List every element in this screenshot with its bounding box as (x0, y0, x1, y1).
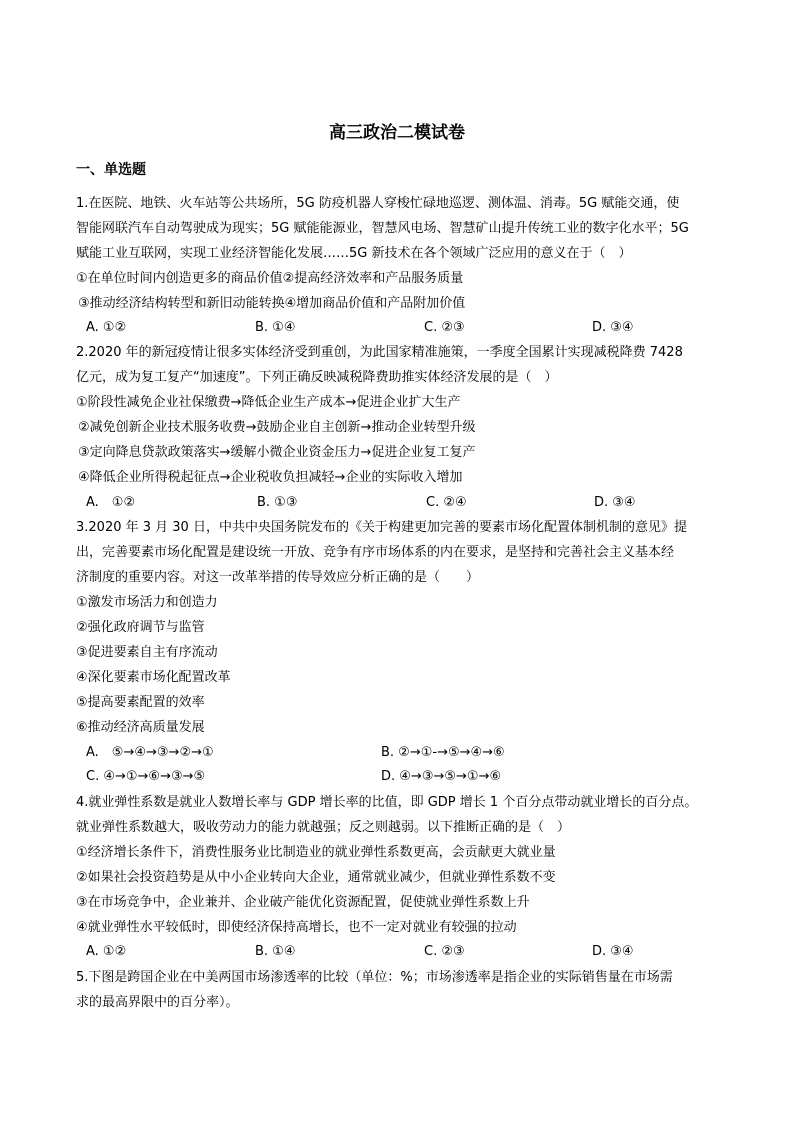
q4-statement: ①经济增长条件下，消费性服务业比制造业的就业弹性系数更高，会贡献更大就业量 (76, 845, 556, 860)
q2-option-d[interactable]: D. ③④ (594, 495, 636, 510)
q3-statement: ④深化要素市场化配置改革 (76, 670, 231, 685)
q2-statement: ④降低企业所得税起征点→企业税收负担减轻→企业的实际收入增加 (78, 470, 463, 485)
section-heading: 一、单选题 (76, 162, 146, 178)
q2-statement: ③定向降息贷款政策落实→缓解小微企业资金压力→促进企业复工复产 (78, 445, 476, 460)
q4-option-d[interactable]: D. ③④ (592, 944, 634, 959)
q4-stem-line: 4.就业弹性系数是就业人数增长率与 GDP 增长率的比值，即 GDP 增长 1 个百分点带动就业增长的百分点。 (76, 795, 698, 810)
q3-option-a[interactable]: A. ⑤→④→③→②→① (86, 745, 214, 760)
q4-option-a[interactable]: A. ①② (86, 944, 127, 959)
q1-statement: ①在单位时间内创造更多的商品价值②提高经济效率和产品服务质量 (76, 271, 464, 286)
q4-option-b[interactable]: B. ①④ (255, 944, 296, 959)
q3-statement: ②强化政府调节与监管 (76, 620, 205, 635)
q2-option-b[interactable]: B. ①③ (257, 495, 298, 510)
q1-option-b[interactable]: B. ①④ (255, 320, 296, 335)
q1-stem-line: 赋能工业互联网，实现工业经济智能化发展……5G 新技术在各个领域广泛应用的意义在于（ ） (76, 246, 632, 261)
page-title: 高三政治二模试卷 (329, 123, 465, 143)
q3-option-c[interactable]: C. ④→①→⑥→③→⑤ (86, 769, 206, 784)
q3-stem-line: 济制度的重要内容。对这一改革举措的传导效应分析正确的是（ ） (76, 570, 480, 585)
q4-option-c[interactable]: C. ②③ (424, 944, 465, 959)
q2-option-a[interactable]: A. ①② (86, 495, 136, 510)
q3-statement: ⑤提高要素配置的效率 (76, 695, 205, 710)
q2-stem-line: 亿元，成为复工复产“加速度”。下列正确反映减税降费助推实体经济发展的是（ ） (76, 370, 558, 385)
q1-option-d[interactable]: D. ③④ (592, 320, 634, 335)
q4-statement: ④就业弹性水平较低时，即使经济保持高增长，也不一定对就业有较强的拉动 (76, 920, 517, 935)
q3-stem-line: 3.2020 年 3 月 30 日，中共中央国务院发布的《关于构建更加完善的要素市场化配置体制机制的意见》提 (76, 520, 687, 535)
q2-statement: ②减免创新企业技术服务收费→鼓励企业自主创新→推动企业转型升级 (78, 420, 476, 435)
q2-statement: ①阶段性减免企业社保缴费→降低企业生产成本→促进企业扩大生产 (76, 395, 461, 410)
q1-option-a[interactable]: A. ①② (86, 320, 127, 335)
q5-stem-line: 求的最高界限中的百分率）。 (76, 995, 239, 1010)
q2-option-c[interactable]: C. ②④ (426, 495, 467, 510)
q2-stem-line: 2.2020 年的新冠疫情让很多实体经济受到重创，为此国家精准施策，一季度全国累计实现减税降费 7428 (76, 345, 683, 360)
q3-option-b[interactable]: B. ②→①-→⑤→④→⑥ (381, 745, 505, 760)
q3-statement: ③促进要素自主有序流动 (76, 645, 218, 660)
q1-stem-line: 1.在医院、地铁、火车站等公共场所，5G 防疫机器人穿梭忙碌地巡逻、测体温、消毒。5G 赋能交通，使 (76, 196, 680, 211)
q4-statement: ③在市场竞争中，企业兼并、企业破产能优化资源配置，促使就业弹性系数上升 (76, 895, 530, 910)
q1-option-c[interactable]: C. ②③ (424, 320, 465, 335)
q3-statement: ⑥推动经济高质量发展 (76, 720, 205, 735)
q4-statement: ②如果社会投资趋势是从中小企业转向大企业，通常就业减少，但就业弹性系数不变 (76, 870, 556, 885)
q4-stem-line: 就业弹性系数越大，吸收劳动力的能力就越强；反之则越弱。以下推断正确的是（ ） (76, 820, 571, 835)
q3-statement: ①激发市场活力和创造力 (76, 595, 218, 610)
q1-stem-line: 智能网联汽车自动驾驶成为现实；5G 赋能能源业，智慧风电场、智慧矿山提升传统工业的数字化水平；5G (76, 221, 689, 236)
q5-stem-line: 5.下图是跨国企业在中美两国市场渗透率的比较（单位：%；市场渗透率是指企业的实际销售量在市场需 (76, 970, 673, 985)
q3-stem-line: 出，完善要素市场化配置是建设统一开放、竞争有序市场体系的内在要求，是坚持和完善社会主义基本经 (76, 545, 675, 560)
q3-option-d[interactable]: D. ④→③→⑤→①→⑥ (381, 769, 502, 784)
q1-statement: ③推动经济结构转型和新旧动能转换④增加商品价值和产品附加价值 (78, 296, 466, 311)
